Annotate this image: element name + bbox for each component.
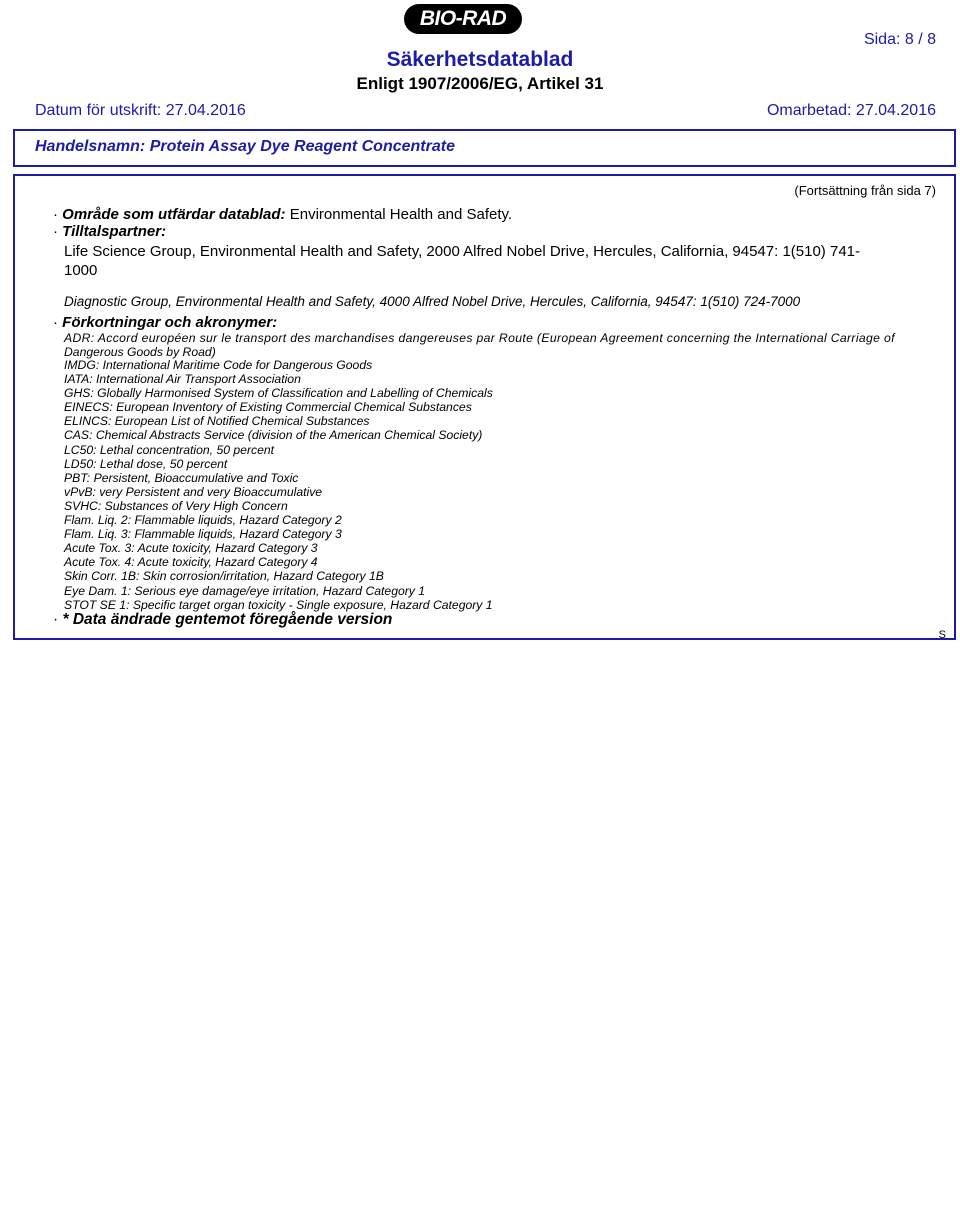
print-date: Datum för utskrift: 27.04.2016 (35, 102, 246, 119)
diagnostic-group-line: Diagnostic Group, Environmental Health and Safety, 4000 Alfred Nobel Drive, Hercules, California, 94547: 1(510) 724-7000 (64, 294, 801, 309)
abbreviation-item: EINECS: European Inventory of Existing Commercial Chemical Substances (64, 400, 472, 415)
bullet: · (53, 611, 59, 628)
contact-label: Tilltalspartner: (62, 223, 167, 240)
abbreviations-heading: Förkortningar och akronymer: (62, 314, 278, 331)
bullet: · (53, 206, 58, 223)
abbreviation-item: Eye Dam. 1: Serious eye damage/eye irritation, Hazard Category 1 (64, 583, 426, 598)
abbreviation-item: ELINCS: European List of Notified Chemical Substances (64, 414, 370, 429)
changed-data-note: * Data ändrade gentemot föregående version (62, 611, 393, 628)
issuing-area-line (53, 206, 512, 223)
abbreviation-list (64, 358, 493, 612)
abbreviation-item: IATA: International Air Transport Association (64, 372, 301, 387)
contact-line-2: 1000 (64, 262, 98, 279)
abbreviation-item: Acute Tox. 3: Acute toxicity, Hazard Category 3 (64, 541, 318, 556)
abbreviation-item: SVHC: Substances of Very High Concern (64, 498, 288, 513)
abbreviation-item: Acute Tox. 4: Acute toxicity, Hazard Category 4 (64, 555, 318, 570)
abbreviation-item: LC50: Lethal concentration, 50 percent (64, 442, 275, 457)
abbreviation-item: Skin Corr. 1B: Skin corrosion/irritation, Hazard Category 1B (64, 569, 384, 584)
logo-text: BIO-RAD (419, 7, 507, 30)
adr-line-2: Dangerous Goods by Road) (64, 345, 216, 359)
bullet: · (53, 314, 58, 331)
adr-line-1: ADR: Accord européen sur le transport des marchandises dangereuses par Route (European Agreement concerning the International Carriage of (64, 331, 895, 345)
abbreviation-item: Flam. Liq. 2: Flammable liquids, Hazard Category 2 (64, 513, 342, 528)
abbreviation-item: PBT: Persistent, Bioaccumulative and Toxic (64, 470, 299, 485)
abbreviation-item: STOT SE 1: Specific target organ toxicity - Single exposure, Hazard Category 1 (64, 597, 493, 612)
abbreviation-item: LD50: Lethal dose, 50 percent (64, 456, 228, 471)
page-number: Sida: 8 / 8 (863, 31, 936, 48)
abbreviation-item: CAS: Chemical Abstracts Service (division of the American Chemical Society) (64, 428, 483, 443)
contact-heading-line (53, 223, 166, 240)
revised-date: Omarbetad: 27.04.2016 (766, 102, 936, 119)
document-subtitle: Enligt 1907/2006/EG, Artikel 31 (356, 74, 604, 93)
abbreviations-heading-line (53, 314, 277, 331)
trade-name: Handelsnamn: Protein Assay Dye Reagent Concentrate (35, 138, 455, 155)
abbreviation-item: IMDG: International Maritime Code for Dangerous Goods (64, 358, 373, 372)
document-title: Säkerhetsdatablad (386, 48, 574, 71)
issuing-area-value: Environmental Health and Safety. (289, 206, 513, 223)
bullet: · (53, 223, 58, 240)
contact-line-1: Life Science Group, Environmental Health and Safety, 2000 Alfred Nobel Drive, Hercules, California, 94547: 1(510) 741- (64, 243, 860, 260)
continuation-note: (Fortsättning från sida 7) (794, 183, 936, 198)
version-marker: S (938, 629, 946, 641)
abbreviation-item: GHS: Globally Harmonised System of Classification and Labelling of Chemicals (64, 386, 493, 401)
issuing-area-label: Område som utfärdar datablad: (62, 206, 286, 223)
abbreviation-item: Flam. Liq. 3: Flammable liquids, Hazard Category 3 (64, 527, 342, 542)
changed-data-line (53, 611, 392, 629)
abbreviation-item: vPvB: very Persistent and very Bioaccumulative (64, 484, 323, 499)
bio-rad-logo (404, 4, 522, 34)
